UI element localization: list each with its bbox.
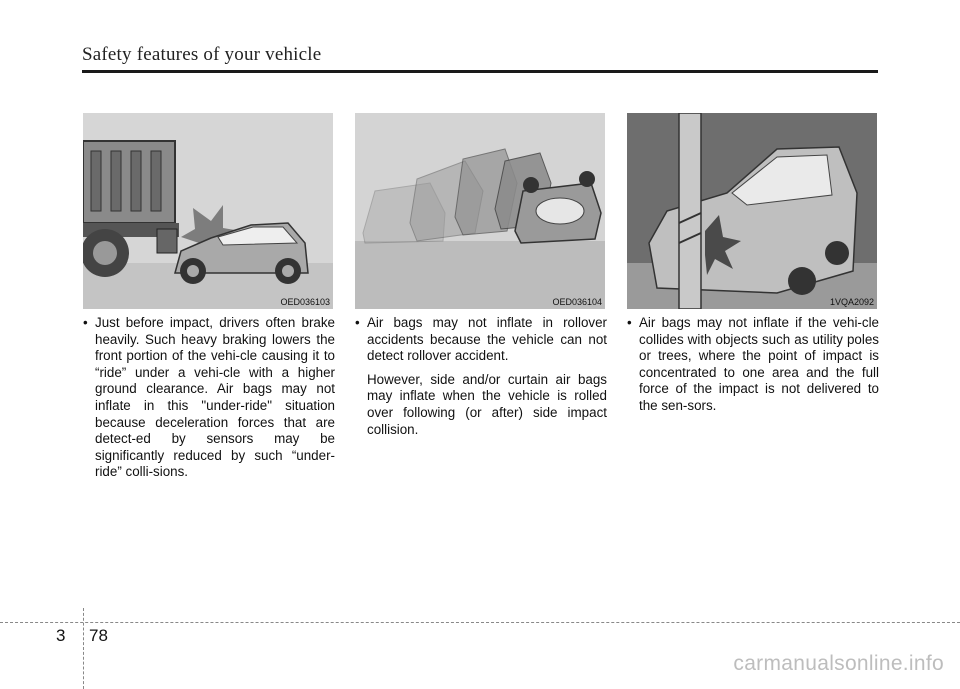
- footer-rule: [0, 622, 960, 623]
- paragraph-text: However, side and/or curtain air bags may inflate when the vehicle is rolled over following (or after) side impact collision.: [367, 371, 607, 437]
- bullet-item: [627, 315, 879, 415]
- text-column-2: [355, 315, 607, 438]
- bullet-dot: •: [627, 315, 632, 330]
- bullet-text: Air bags may not inflate if the vehi-cle collides with objects such as utility poles or trees, where the point of impact is concentrated to one area and the full force of the impact is not delivered to the sen-sors.: [639, 315, 879, 413]
- header-rule: [82, 70, 878, 73]
- page-section-number: 3: [56, 626, 66, 645]
- under-ride-illustration: [83, 113, 333, 309]
- figure-under-ride: [83, 113, 333, 309]
- watermark: carmanualsonline.info: [733, 652, 944, 675]
- footer-vertical-rule: [83, 608, 84, 689]
- figure-code: 1VQA2092: [829, 297, 874, 307]
- figure-rollover: [355, 113, 605, 309]
- figure-code: OED036103: [280, 297, 330, 307]
- header-title: Safety features of your vehicle: [82, 44, 322, 65]
- bullet-dot: •: [83, 315, 88, 330]
- text-column-3: [627, 315, 879, 415]
- figure-code: OED036104: [552, 297, 602, 307]
- bullet-text: Air bags may not inflate in rollover accidents because the vehicle can not detect rollover accident.: [367, 315, 607, 364]
- rollover-illustration: [355, 113, 605, 309]
- page-number: 78: [89, 626, 108, 645]
- bullet-text: Just before impact, drivers often brake heavily. Such heavy braking lowers the front portion of the vehi-cle causing it to “ride” under a vehi-cle with a higher ground clearance. Air bags may not inflate in this "under-ride" situation because deceleration forces that are detect-ed by sensors may be significantly reduced by such “under-ride” colli-sions.: [95, 315, 335, 480]
- figure-pole-impact: [627, 113, 877, 309]
- pole-impact-illustration: [627, 113, 877, 309]
- bullet-item: [355, 315, 607, 365]
- bullet-item: [83, 315, 335, 481]
- bullet-dot: •: [355, 315, 360, 330]
- text-column-1: [83, 315, 335, 481]
